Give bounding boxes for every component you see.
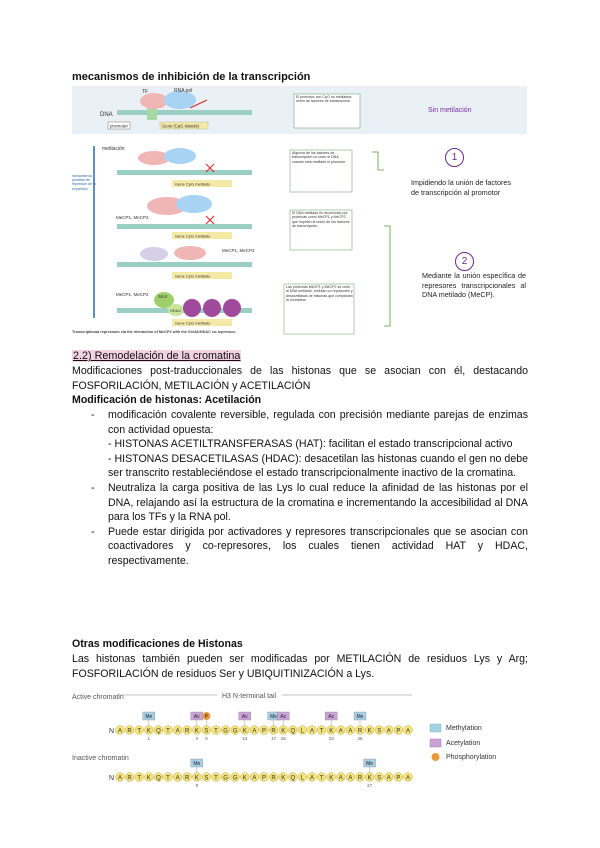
residue-letter: Q — [290, 775, 296, 782]
hat-text: - HISTONAS ACETILTRANSFERASAS (HAT): facilitan el estado transcripcional activo — [108, 438, 513, 451]
residue-number: 17 — [271, 736, 277, 741]
residue-letter: G — [232, 775, 238, 782]
callout-4-text: Las proteínas MeCP1 y MeCP2 se unen al DNA metilado, reclutan co-represores y desacetilasas de histonas que compactan la cromatina — [286, 285, 353, 303]
rna-pol-blob-3 — [176, 195, 212, 213]
mark-label: Me — [366, 761, 374, 768]
mechanisms-label: mecanismos posibles de represión de la expresión — [72, 174, 96, 191]
residue-letter: A — [252, 728, 257, 735]
promoter-tag-label: promoter — [110, 123, 129, 129]
methylation-diagram — [72, 86, 527, 343]
tf-label: TF — [142, 89, 149, 95]
bullet-3-text: Puede estar dirigida por activadores y represores transcripcionales que se asocian con coactivadores y co-represores, los cuales tienen actividad HAT y HDAC, respectivamente. — [108, 525, 528, 567]
section-title: 2.2) Remodelación de la cromatina — [73, 350, 241, 362]
residue-letter: A — [405, 728, 411, 735]
dna-label: DNA — [100, 112, 113, 118]
residue-letter: K — [146, 728, 151, 735]
residue-letter: K — [281, 775, 286, 782]
mark-label: Ac — [241, 714, 248, 721]
residue-letter: T — [319, 775, 324, 782]
mark-label: P — [204, 714, 209, 721]
inactive-label: Inactive chromatin — [72, 755, 129, 762]
tf-blob-4 — [174, 246, 206, 260]
mecp2-label-1: MeCP1, MeCP2 — [116, 215, 149, 220]
residue-letter: A — [338, 775, 343, 782]
sin3-label: Sin3 — [158, 294, 168, 299]
residue-letter: A — [309, 775, 315, 782]
residue-number: 14 — [242, 736, 248, 741]
residue-number: 26 — [357, 736, 363, 741]
mecp-blob-4 — [140, 247, 168, 261]
legend-methylation: Methylation — [446, 725, 482, 732]
residue-letter: A — [175, 775, 180, 782]
residue-letter: K — [329, 775, 334, 782]
residue-letter: A — [386, 775, 391, 782]
mark-label: Me — [145, 714, 153, 721]
gene-off-1-label: Gene CpG metilado — [175, 181, 211, 187]
tail-label: H3 N-terminal tail — [222, 693, 277, 700]
section-subhead: Modificación de histonas: Acetilación — [72, 394, 262, 406]
residue-letter: Q — [156, 775, 161, 782]
residue-letter: K — [242, 728, 247, 735]
bullet-body — [108, 408, 528, 481]
residue-letter: P — [261, 775, 267, 782]
n-label-inactive: N — [109, 775, 115, 782]
residue-letter: K — [281, 728, 286, 735]
residue-letter: P — [261, 728, 267, 735]
residue-letter: T — [166, 728, 170, 735]
residue-letter: K — [329, 728, 334, 735]
top-callout-text: El promotor con CpG no metilados: unión de factores de transcripción — [296, 95, 353, 104]
bracket-1 — [372, 152, 384, 170]
residue-letter: S — [204, 728, 209, 735]
residue-letter: A — [348, 728, 353, 735]
residue-letter: A — [117, 775, 123, 782]
number-circle-2: 2 — [455, 252, 474, 271]
residue-letter: K — [146, 775, 151, 782]
residue-number: 18 — [280, 736, 286, 741]
section-intro: Modificaciones post-traduccionales de las histonas que se asocian con él, destacando FOSFORILACIÓN, METILACIÓN y ACETILACIÓN — [72, 365, 528, 392]
residue-letter: A — [386, 728, 391, 735]
right-note-1: Impidiendo la unión de factores de transcripción al promotor — [411, 178, 511, 197]
residue-letter: A — [405, 775, 411, 782]
gene-off-2-label: Gene CpG metilado — [175, 233, 211, 239]
residue-letter: R — [185, 775, 190, 782]
figure1-caption: Transcriptional repression via the interaction of MeCP2 with the Sin3A/HDAC co-repressor. — [72, 330, 236, 334]
residue-letter: Q — [290, 728, 296, 735]
residue-letter: R — [357, 728, 363, 735]
nucleosome-1 — [183, 299, 201, 317]
residue-letter: A — [252, 775, 257, 782]
legend-methylation-swatch — [430, 724, 441, 732]
number-circle-1: 1 — [445, 148, 464, 167]
bullet-2-text: Neutraliza la carga positiva de las Lys lo cual reduce la afinidad de las histonas por el DNA, relajando así la estructura de la cromatina e incrementando la accesibilidad al DNA para los TFs y la RNA pol. — [108, 481, 528, 524]
rna-pol-label: RNA pol — [174, 88, 193, 94]
mecp2-label-3: MeCP1, MeCP2 — [116, 292, 149, 297]
active-label: Active chromatin — [72, 694, 124, 701]
residue-letter: K — [367, 728, 372, 735]
residue-letter: P — [396, 728, 401, 735]
hdac-label: HDAC — [170, 308, 182, 313]
bracket-2 — [384, 226, 390, 326]
residue-letter: G — [223, 728, 228, 735]
page-heading: mecanismos de inhibición de la transcripción — [72, 71, 311, 83]
residue-number: 4 — [195, 736, 199, 741]
residue-letter: T — [166, 775, 170, 782]
residue-letter: K — [242, 775, 247, 782]
residue-letter: R — [357, 775, 363, 782]
residue-letter: K — [194, 728, 199, 735]
residue-letter: T — [214, 728, 218, 735]
residue-letter: P — [396, 775, 401, 782]
residue-letter: G — [223, 775, 228, 782]
n-label-active: N — [109, 728, 115, 735]
gene-off-4-label: Gene CpG metilado — [175, 320, 211, 326]
residue-letter: K — [367, 775, 372, 782]
legend-acetylation-swatch — [430, 739, 441, 747]
bullet-1-text: modificación covalente reversible, regulada con precisión mediante parejas de enzimas con actividad opuesta: — [108, 409, 528, 436]
list-item — [72, 408, 528, 481]
callout-2-text: Algunos de los factores de transcripción no unen el DNA cuando está metilado el promotor — [292, 151, 346, 164]
mark-label: Ac — [280, 714, 287, 721]
residue-letter: A — [117, 728, 123, 735]
residue-letter: A — [338, 728, 343, 735]
bullet-dash: - — [91, 525, 95, 538]
residue-letter: G — [232, 728, 238, 735]
legend-phosphorylation-swatch — [432, 753, 440, 761]
metilacion-label: metilación — [102, 146, 125, 152]
nucleosome-3 — [223, 299, 241, 317]
residue-letter: Q — [156, 728, 161, 735]
inactive-residue-row — [116, 759, 413, 788]
mark-label: Me — [270, 714, 278, 721]
tf-blob — [140, 93, 168, 109]
residue-letter: T — [214, 775, 218, 782]
section2-text: Las histonas también pueden ser modificadas por METILACIÓN de residuos Lys y Arg; FOSFORILACIÓN de residuos Ser y UBIQUITINIZACIÓN a Lys. — [72, 653, 528, 680]
residue-letter: A — [309, 728, 315, 735]
residue-letter: R — [127, 775, 132, 782]
dna-strand-top — [117, 110, 252, 115]
residue-letter: S — [377, 775, 382, 782]
legend-acetylation: Acetylation — [446, 740, 481, 747]
dna-strand-3 — [117, 224, 252, 229]
h3-tail-diagram — [72, 688, 528, 788]
residue-number: 1 — [147, 736, 151, 741]
residue-letter: S — [204, 775, 209, 782]
residue-letter: A — [348, 775, 353, 782]
gene-off-3-label: Gene CpG metilado — [175, 273, 211, 279]
bullet-dash: - — [91, 481, 95, 494]
residue-number: 9 — [195, 783, 199, 788]
residue-number: 23 — [328, 736, 334, 741]
bullet-list — [72, 408, 528, 569]
right-note-2: Mediante la unión específica de represores transcripcionales al DNA metilado (MeCP). — [422, 271, 526, 299]
mark-label: Ac — [328, 714, 335, 721]
sin-metilacion-label: Sin metilación — [428, 107, 472, 114]
hdac-text: - HISTONAS DESACETILASAS (HDAC): desacetilan las histonas cuando el gen no debe ser transcrito restableciéndose el estado transcripcionalmente inactivo de la cromatina. — [108, 452, 528, 480]
residue-letter: L — [300, 775, 305, 782]
residue-letter: T — [319, 728, 324, 735]
list-item — [72, 481, 528, 525]
residue-letter: K — [194, 775, 199, 782]
bullet-dash: - — [91, 409, 95, 421]
dna-strand-2 — [117, 170, 252, 175]
mark-label: Me — [356, 714, 364, 721]
residue-letter: A — [175, 728, 180, 735]
section2-title: Otras modificaciones de Histonas — [72, 638, 243, 650]
residue-letter: R — [271, 775, 276, 782]
residue-number: 9 — [205, 736, 208, 741]
active-residue-row — [116, 712, 413, 741]
mark-label: Me — [193, 761, 201, 768]
legend-phosphorylation: Phosphorylation — [446, 754, 497, 761]
residue-letter: R — [271, 728, 276, 735]
residue-letter: T — [137, 775, 142, 782]
residue-number: 27 — [367, 783, 373, 788]
list-item — [72, 525, 528, 569]
nucleosome-2 — [203, 299, 221, 317]
residue-letter: S — [377, 728, 382, 735]
residue-letter: R — [127, 728, 132, 735]
residue-letter: L — [300, 728, 305, 735]
mecp2-label-2: MeCP1, MeCP2 — [222, 248, 255, 253]
residue-letter: T — [137, 728, 142, 735]
dna-strand-4 — [117, 262, 252, 267]
residue-letter: R — [185, 728, 190, 735]
gene-tag-label: Gene (CpG islands) — [162, 123, 200, 129]
rna-pol-blob-2 — [164, 148, 196, 164]
callout-3-text: El DNA metilado es reconocido por proteínas como MeCP1 y MeCP2, que impiden la unión de los factores de transcripción — [292, 211, 350, 229]
mark-label: Ac — [193, 714, 200, 721]
